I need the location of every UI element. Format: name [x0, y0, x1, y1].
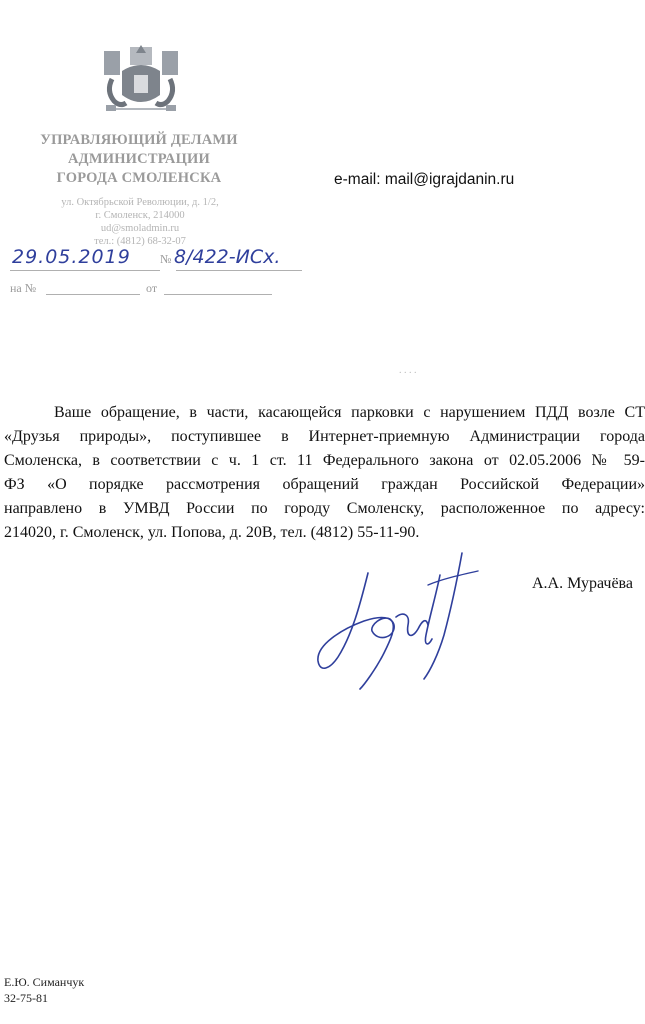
org-phone: тел.: (4812) 68-32-07 — [94, 236, 186, 247]
outgoing-date: 29.05.2019 — [12, 246, 131, 268]
number-underline — [176, 270, 302, 271]
org-name-line-2: АДМИНИСТРАЦИИ — [67, 151, 211, 167]
executor-name: Е.Ю. Симанчук — [4, 975, 85, 989]
reply-to-label: на № — [10, 281, 37, 295]
body-line-4: ФЗ «О порядке рассмотрения обращений граждан Российской Федерации» — [4, 476, 645, 493]
reply-to-underline — [46, 294, 140, 295]
number-sign: № — [160, 252, 172, 266]
reply-from-underline — [164, 294, 272, 295]
reply-from-label: от — [146, 281, 158, 295]
date-underline — [10, 270, 160, 271]
body-line-2: «Друзья природы», поступившее в Интернет-приемную Администрации города — [4, 428, 645, 445]
executor-phone: 32-75-81 — [4, 991, 48, 1005]
separator-dots: . . . . — [399, 365, 417, 376]
signatory-name: А.А. Мурачёва — [532, 575, 633, 592]
outgoing-number: 8/422-ИСх. — [174, 246, 281, 268]
recipient-email: e-mail: mail@igrajdanin.ru — [334, 171, 515, 188]
handwritten-signature — [312, 545, 497, 695]
body-line-5: направлено в УМВД России по городу Смоленску, расположенное по адресу: — [4, 500, 645, 517]
org-city-zip: г. Смоленск, 214000 — [95, 210, 185, 221]
org-name-line-3: ГОРОДА СМОЛЕНСКА — [56, 170, 222, 186]
org-address: ул. Октябрьской Революции, д. 1/2, — [61, 197, 219, 208]
org-email: ud@smoladmin.ru — [100, 223, 180, 234]
org-name-line-1: УПРАВЛЯЮЩИЙ ДЕЛАМИ — [40, 132, 238, 148]
letterhead — [0, 0, 300, 310]
body-line-6: 214020, г. Смоленск, ул. Попова, д. 20В, тел. (4812) 55-11-90. — [4, 524, 420, 541]
coat-of-arms-icon — [100, 45, 182, 115]
body-line-1: Ваше обращение, в части, касающейся парковки с нарушением ПДД возле СТ — [54, 404, 645, 421]
body-line-3: Смоленска, в соответствии с ч. 1 ст. 11 Федерального закона от 02.05.2006 № 59- — [4, 452, 645, 469]
